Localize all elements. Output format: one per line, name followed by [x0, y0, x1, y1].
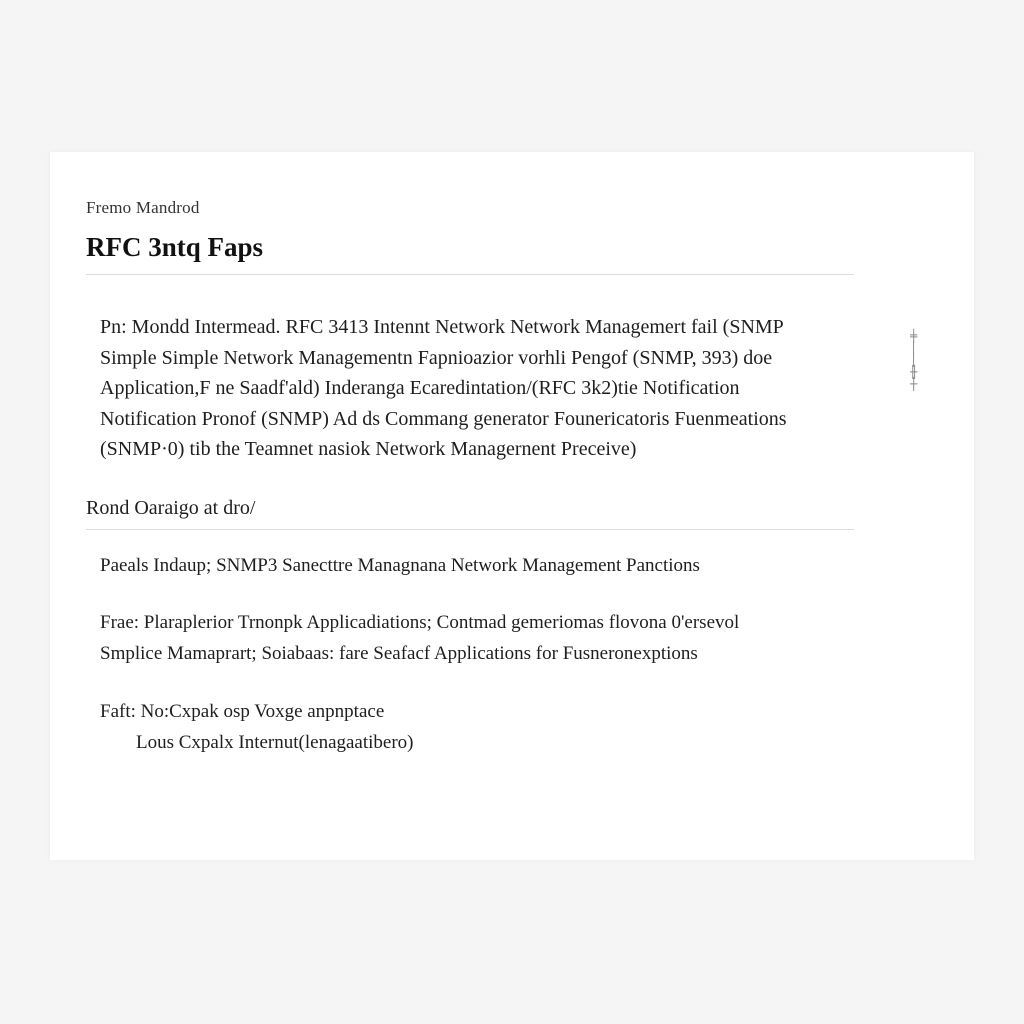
intro-paragraph: [100, 312, 950, 465]
paragraph-line: Simple Simple Network Managementn Fapnioazior vorhli Pengof (SNMP, 393) doe: [100, 346, 773, 369]
section-heading: Rond Oaraigo at dro/: [86, 497, 256, 519]
item-line-indented: Lous Cxpalx Internut(lenagaatibero): [136, 732, 414, 753]
divider: [86, 529, 854, 530]
divider: [86, 274, 854, 275]
item-line: Smplice Mamaprart; Soiabaas: fare Seafacf Applications for Fusneronexptions: [100, 643, 698, 664]
paragraph-line: (SNMP·0) tib the Teamnet nasiok Network Managernent Preceive): [100, 438, 637, 460]
paragraph-line: Pn: Mondd Intermead. RFC 3413 Intennt Network Network Managemert fail (SNMP: [100, 316, 784, 338]
document-kicker: Fremo Mandrod: [86, 198, 200, 217]
list-item: [100, 550, 700, 581]
item-line: Faft: No:Cxpak osp Voxge anpnptace: [100, 701, 385, 722]
margin-bracket-icon: ╪ │ │ ╫ ┼: [910, 329, 918, 391]
paragraph-line: Application,F ne Saadf'ald) Inderanga Ecaredintation/(RFC 3k2)tie Notification: [100, 377, 740, 399]
list-item: [100, 696, 414, 758]
document-page: [50, 152, 974, 860]
item-line: Paeals Indaup; SNMP3 Sanecttre Managnana Network Management Panctions: [100, 555, 700, 576]
list-item: [100, 607, 739, 669]
page-title: RFC 3ntq Faps: [86, 232, 264, 262]
item-line: Frae: Plaraplerior Trnonpk Applicadiations; Contmad gemeriomas flovona 0'ersevol: [100, 612, 740, 633]
paragraph-line: Notification Pronof (SNMP) Ad ds Commang generator Founericatoris Fuenmeations: [100, 407, 787, 430]
